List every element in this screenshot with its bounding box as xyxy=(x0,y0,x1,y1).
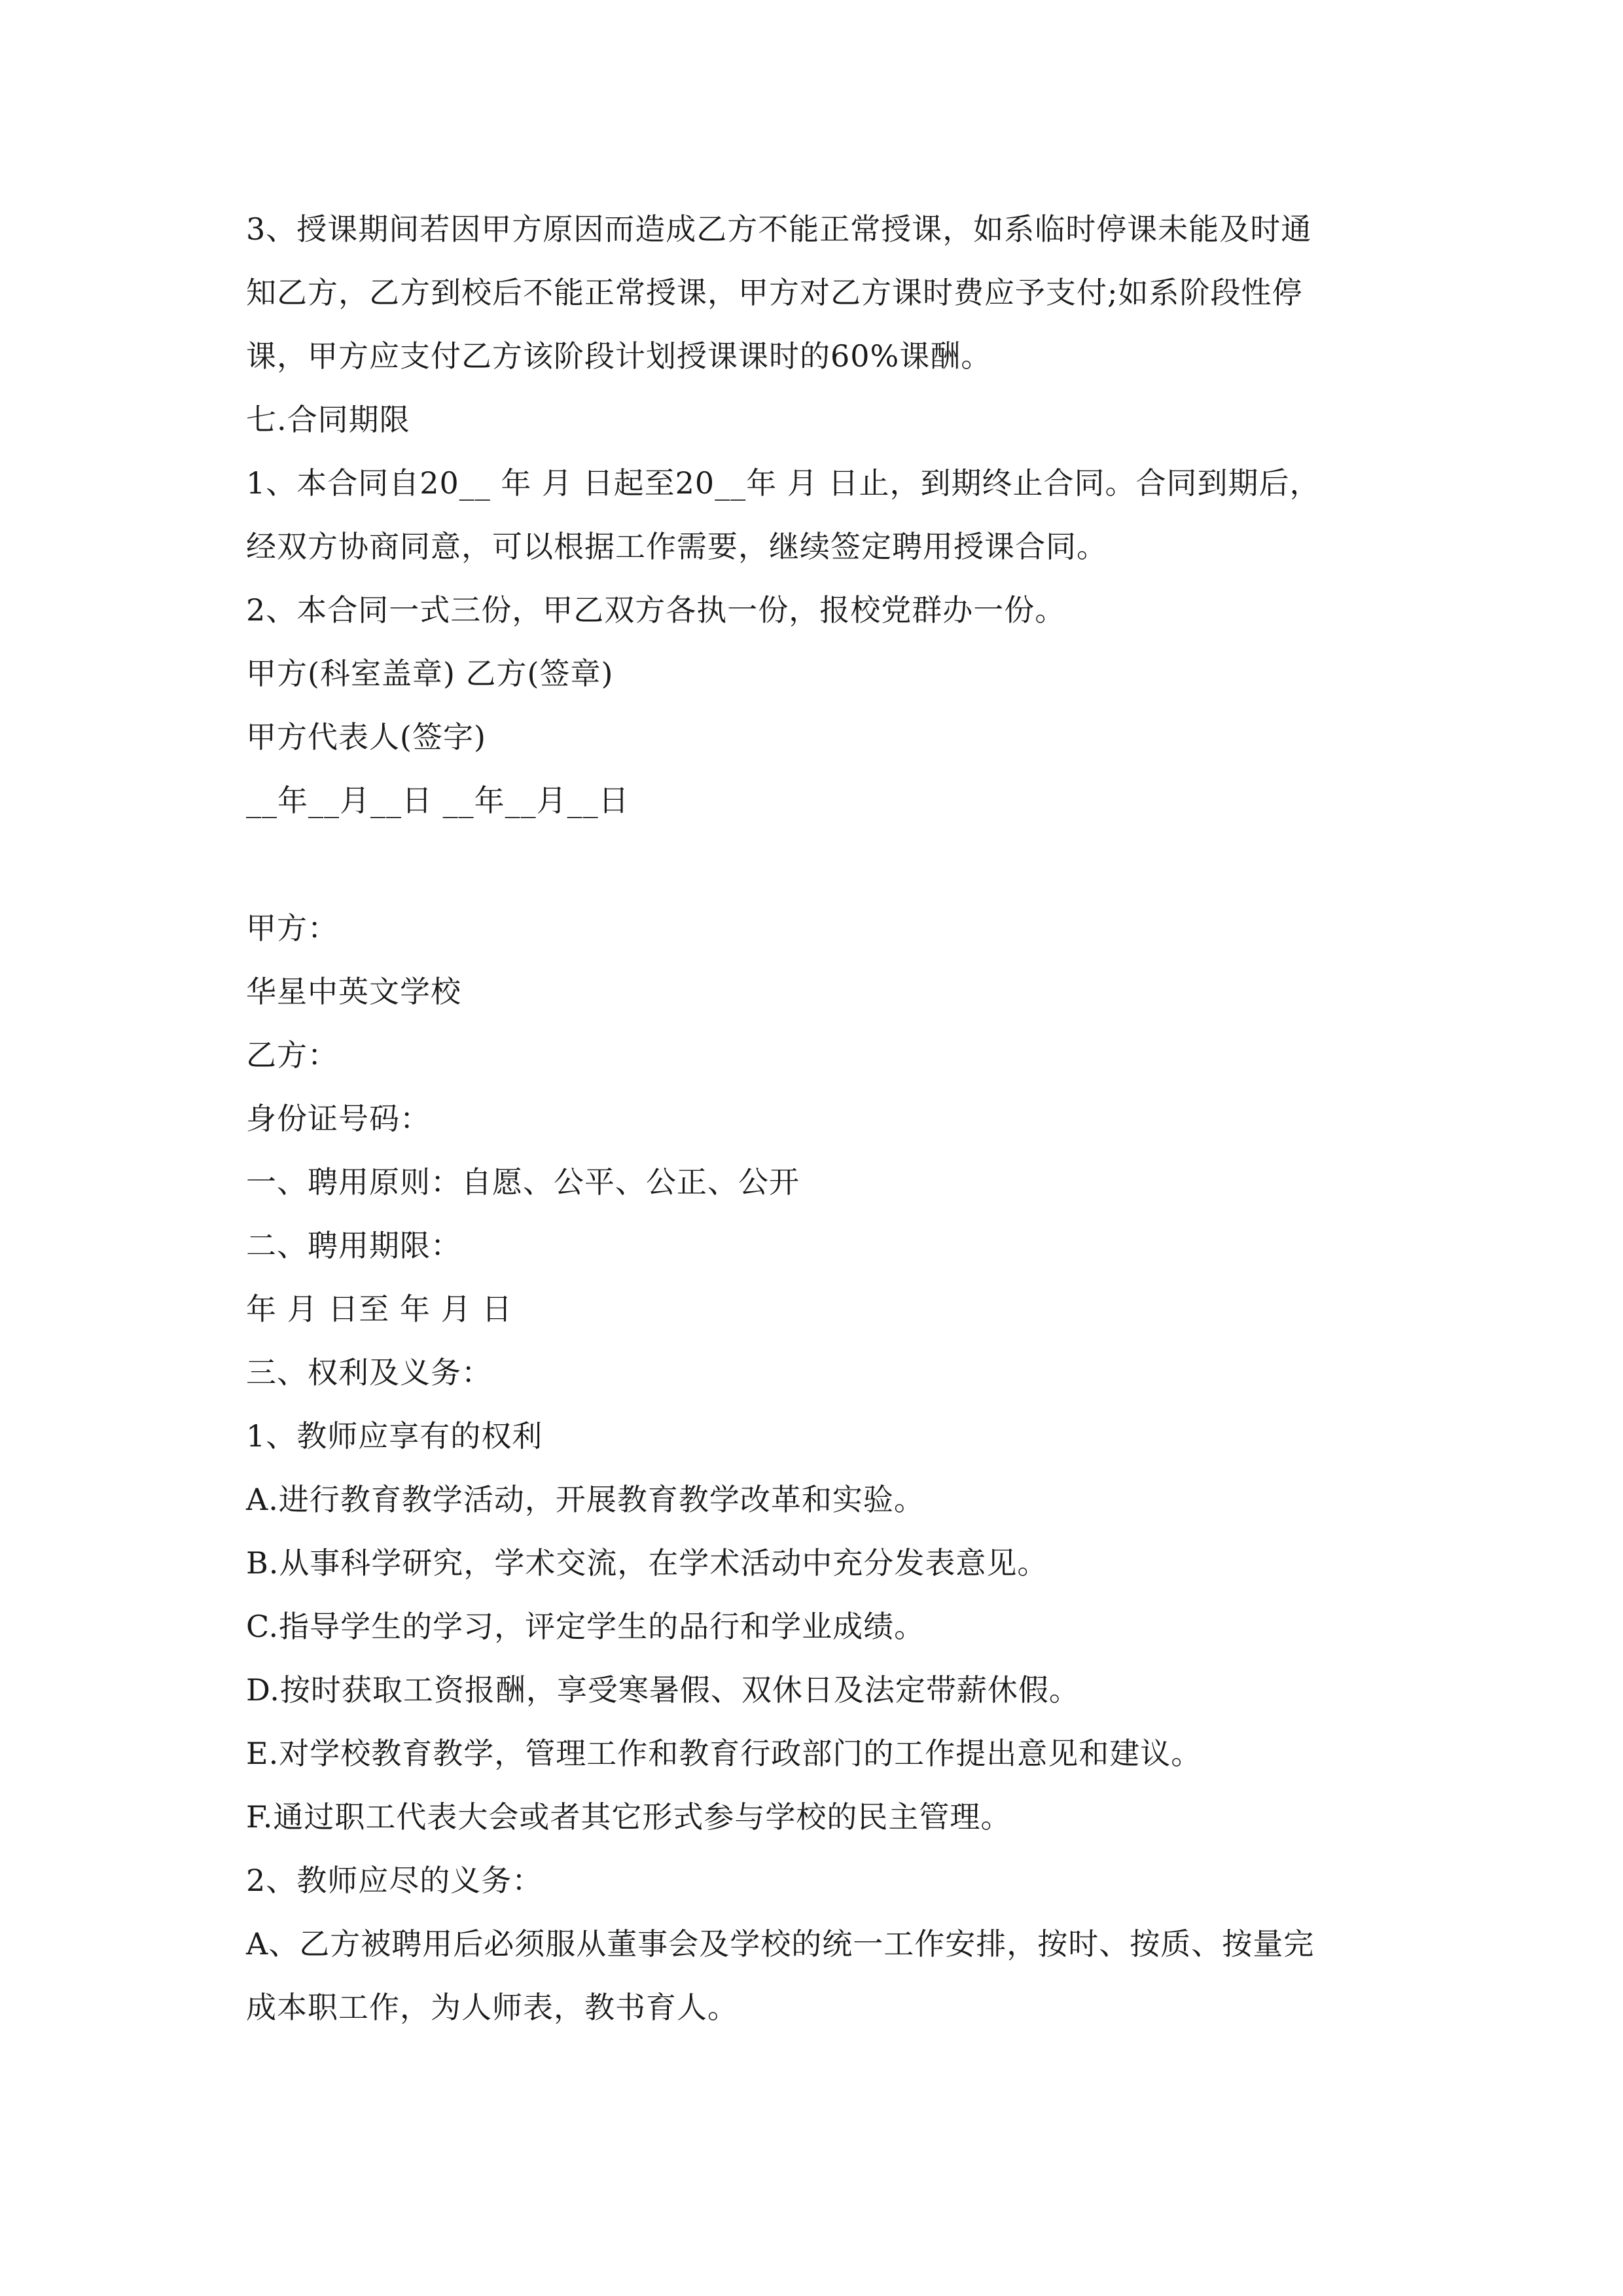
text-line-1: 3、授课期间若因甲方原因而造成乙方不能正常授课，如系临时停课未能及时通 xyxy=(246,211,1312,247)
right-item-b: B.从事科学研究，学术交流，在学术活动中充分发表意见。 xyxy=(246,1545,1048,1581)
teacher-duties-heading: 2、教师应尽的义务： xyxy=(246,1863,543,1898)
signature-parties-line: 甲方(科室盖章) 乙方(签章) xyxy=(246,656,614,691)
text-line-7: 2、本合同一式三份，甲乙双方各执一份，报校党群办一份。 xyxy=(246,592,1066,628)
duty-item-a-line-1: A、乙方被聘用后必须服从董事会及学校的统一工作安排，按时、按质、按量完 xyxy=(246,1926,1315,1962)
party-a-label: 甲方： xyxy=(246,910,338,946)
party-a-name: 华星中英文学校 xyxy=(246,974,461,1009)
text-line-3: 课，甲方应支付乙方该阶段计划授课课时的60%课酬。 xyxy=(246,338,992,374)
teacher-rights-heading: 1、教师应享有的权利 xyxy=(246,1418,543,1454)
hiring-term-heading: 二、聘用期限： xyxy=(246,1228,461,1263)
id-number-label: 身份证号码： xyxy=(246,1101,431,1136)
right-item-c: C.指导学生的学习，评定学生的品行和学业成绩。 xyxy=(246,1609,925,1644)
hiring-principles: 一、聘用原则：自愿、公平、公正、公开 xyxy=(246,1164,800,1200)
date-line: __年__月__日 __年__月__日 xyxy=(246,783,630,818)
representative-signature-line: 甲方代表人(签字) xyxy=(246,719,486,755)
right-item-a: A.进行教育教学活动，开展教育教学改革和实验。 xyxy=(246,1482,925,1517)
hiring-term-dates: 年 月 日至 年 月 日 xyxy=(246,1291,513,1327)
text-line-2: 知乙方，乙方到校后不能正常授课，甲方对乙方课时费应予支付;如系阶段性停 xyxy=(246,275,1303,310)
duty-item-a-line-2: 成本职工作，为人师表，教书育人。 xyxy=(246,1990,738,2025)
right-item-f: F.通过职工代表大会或者其它形式参与学校的民主管理。 xyxy=(246,1799,1012,1835)
rights-duties-heading: 三、权利及义务： xyxy=(246,1355,492,1390)
section-heading-contract-term: 七.合同期限 xyxy=(246,402,410,437)
right-item-d: D.按时获取工资报酬，享受寒暑假、双休日及法定带薪休假。 xyxy=(246,1672,1080,1708)
text-line-6: 经双方协商同意，可以根据工作需要，继续签定聘用授课合同。 xyxy=(246,529,1107,564)
party-b-label: 乙方： xyxy=(246,1037,338,1073)
right-item-e: E.对学校教育教学，管理工作和教育行政部门的工作提出意见和建议。 xyxy=(246,1736,1202,1771)
text-line-5: 1、本合同自20__ 年 月 日起至20__年 月 日止，到期终止合同。合同到期后， xyxy=(246,465,1321,501)
